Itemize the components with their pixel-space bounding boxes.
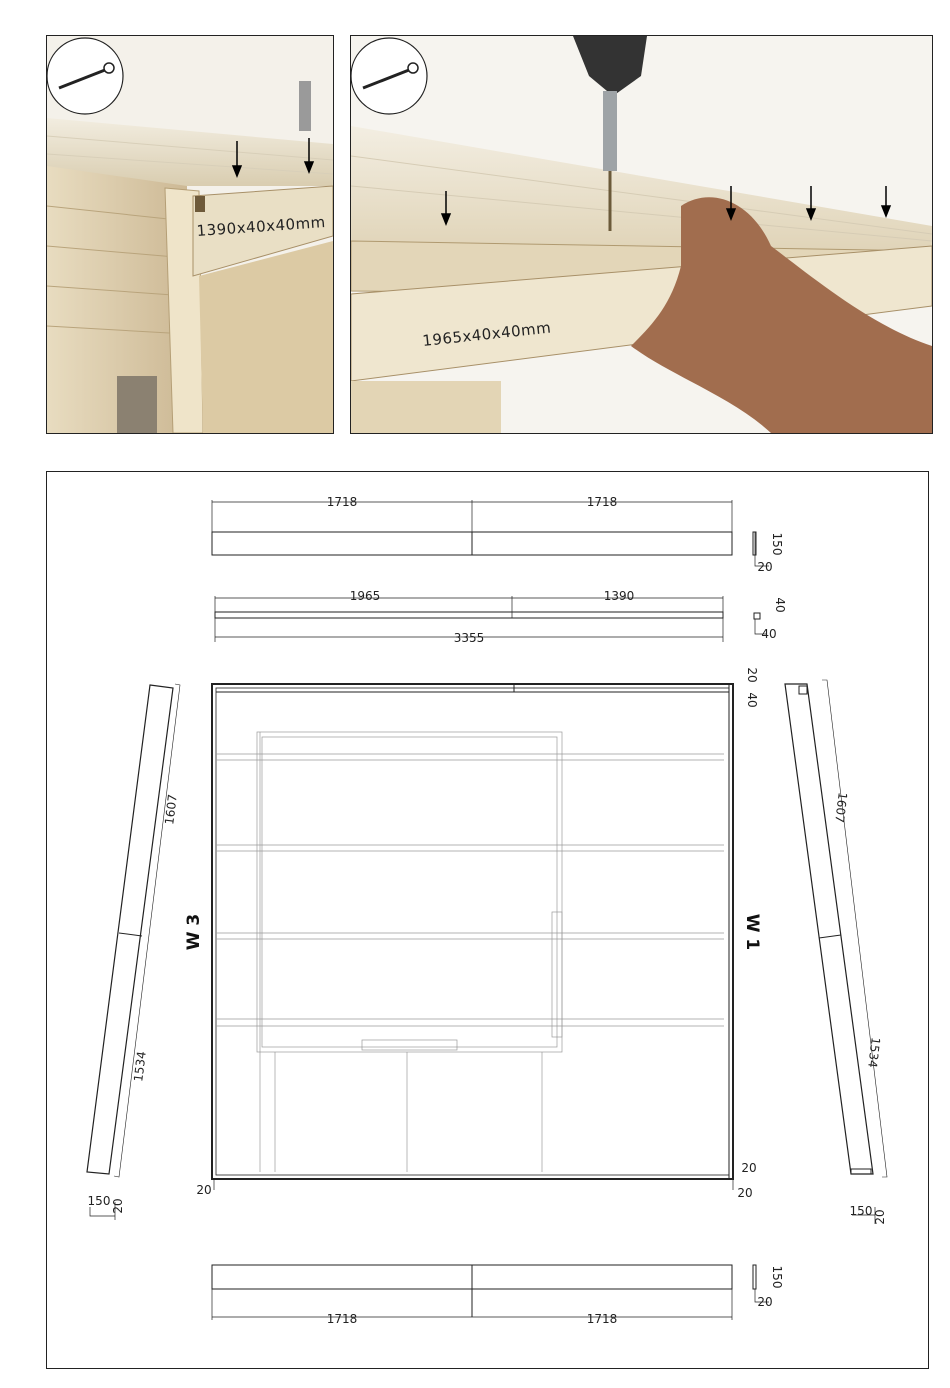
bottom-board-dim-left: 1718 [326, 1312, 358, 1326]
photo-right [350, 35, 933, 434]
top-board-dim-height: 150 [770, 532, 784, 556]
wall-right-dim-thickness: 20 [873, 1209, 887, 1225]
frame-dim-top-20: 20 [745, 667, 759, 683]
batten-dim-right: 1390 [603, 589, 635, 603]
batten-dim-width: 40 [761, 627, 777, 641]
frame-dim-bottom-right-b: 20 [737, 1186, 753, 1200]
bottom-board-dim-right: 1718 [586, 1312, 618, 1326]
wall-left-dim-upper: 1607 [162, 793, 180, 826]
screw-icon [351, 38, 427, 114]
wall-left-dim-thickness: 20 [111, 1198, 125, 1214]
frame-dim-bottom-left: 20 [196, 1183, 212, 1197]
top-board-dim-thickness: 20 [757, 560, 773, 574]
wall-right-dim-lower: 1534 [865, 1036, 883, 1069]
photo-left-label: 1390x40x40mm [196, 213, 327, 240]
wall-right-label: W 1 [742, 913, 762, 951]
batten-dim-height: 40 [773, 597, 787, 613]
wall-right-dim-width: 150 [849, 1204, 873, 1218]
batten-dim-total: 3355 [453, 631, 485, 645]
screw-icon [47, 38, 123, 114]
wall-left-label: W 3 [184, 913, 204, 951]
frame-dim-top-40: 40 [745, 692, 759, 708]
top-board-dim-left: 1718 [326, 495, 358, 509]
frame-dim-bottom-right-a: 20 [741, 1161, 757, 1175]
batten-dim-left: 1965 [349, 589, 381, 603]
top-board-dim-right: 1718 [586, 495, 618, 509]
assembly-diagram [46, 471, 929, 1369]
bottom-board-dim-thickness: 20 [757, 1295, 773, 1309]
wall-left-dim-lower: 1534 [131, 1050, 149, 1083]
photo-left [46, 35, 334, 434]
wall-left-dim-width: 150 [87, 1194, 111, 1208]
wall-right-dim-upper: 1607 [832, 791, 850, 824]
photo-right-label: 1965x40x40mm [421, 318, 553, 350]
bottom-board-dim-height: 150 [770, 1265, 784, 1289]
